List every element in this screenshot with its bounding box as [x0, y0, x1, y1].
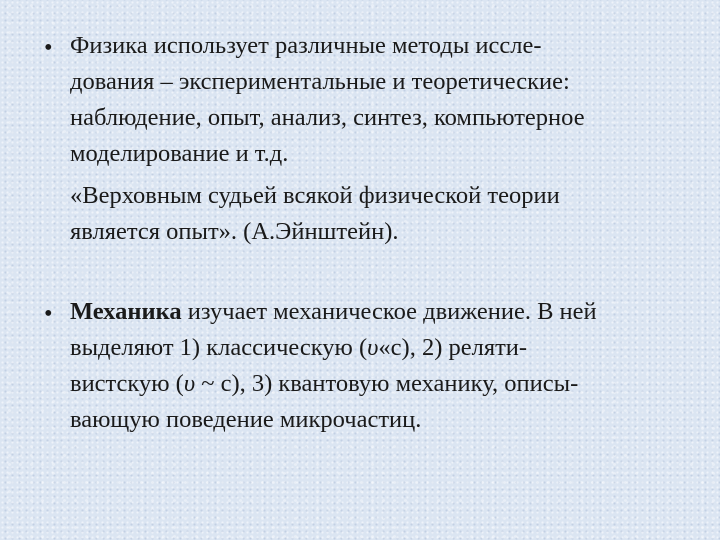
- text-fragment: вистскую (: [70, 370, 184, 397]
- text-line: наблюдение, опыт, анализ, синтез, компьютерное: [70, 104, 585, 131]
- einstein-quote: [70, 178, 710, 250]
- quote-line: является опыт». (А.Эйнштейн).: [70, 218, 399, 245]
- text-line: дования – экспериментальные и теоретические:: [70, 68, 570, 95]
- text-fragment: изучает механическое движение. В ней: [181, 298, 597, 325]
- text-line: Физика использует различные методы иссле-: [70, 32, 542, 59]
- text-line: вающую поведение микрочастиц.: [70, 406, 422, 433]
- quote-line: «Верховным судьей всякой физической теории: [70, 182, 560, 209]
- bullet-marker-1: •: [44, 34, 53, 61]
- text-fragment: «c), 2) реляти-: [378, 334, 528, 361]
- text-line: [70, 330, 710, 366]
- text-fragment: выделяют 1) классическую (: [70, 334, 368, 361]
- term-mechanics: Механика: [70, 298, 182, 325]
- velocity-symbol: υ: [183, 370, 196, 397]
- text-line: [70, 366, 710, 402]
- bullet-marker-2: •: [44, 300, 53, 327]
- velocity-symbol: υ: [367, 334, 379, 361]
- text-fragment: ~ c), 3) квантовую механику, описы-: [195, 370, 579, 397]
- paragraph-methods: [70, 28, 710, 172]
- text-line: [70, 294, 710, 330]
- paragraph-mechanics: [70, 294, 710, 438]
- text-line: моделирование и т.д.: [70, 140, 289, 167]
